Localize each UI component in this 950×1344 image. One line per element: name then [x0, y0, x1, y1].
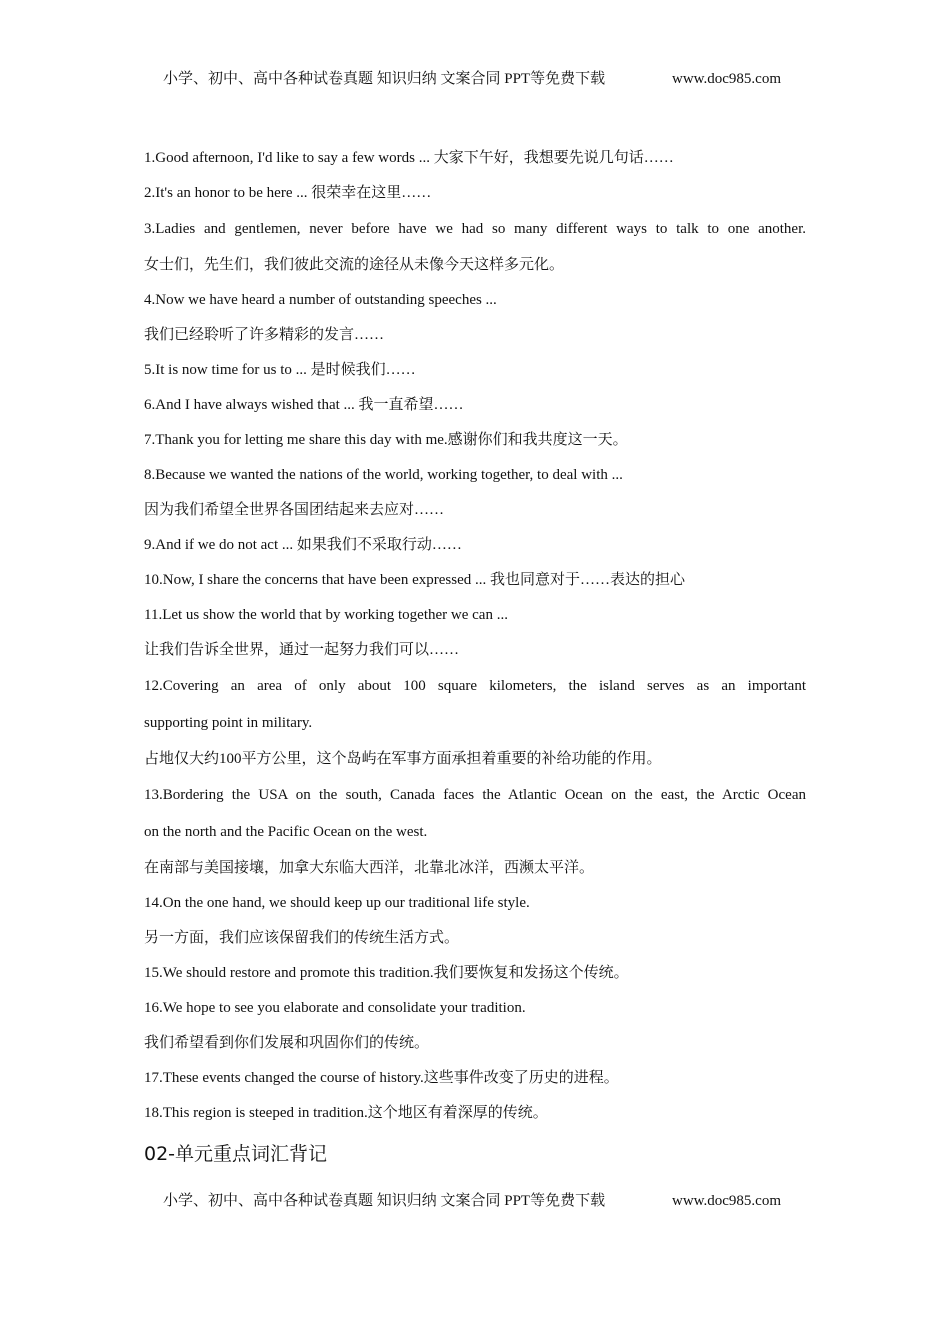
sentence-line: 5.It is now time for us to ... 是时候我们…… — [144, 362, 416, 378]
translation-line: 另一方面，我们应该保留我们的传统生活方式。 — [144, 930, 460, 946]
sentence-line: 3.Ladies and gentlemen, never before have we had so many different ways to talk to one another. — [144, 221, 806, 237]
sentence-line: 16.We hope to see you elaborate and consolidate your tradition. — [144, 1000, 526, 1016]
sentence-line: 11.Let us show the world that by working together we can ... — [144, 607, 508, 623]
footer-text: 小学、初中、高中各种试卷真题 知识归纳 文案合同 PPT等免费下载 — [163, 1193, 606, 1209]
sentence-line: 9.And if we do not act ... 如果我们不采取行动…… — [144, 537, 462, 553]
sentence-line: 4.Now we have heard a number of outstanding speeches ... — [144, 292, 497, 308]
sentence-line-continued: on the north and the Pacific Ocean on the west. — [144, 824, 428, 840]
footer-url[interactable]: www.doc985.com — [672, 1193, 782, 1209]
translation-line: 在南部与美国接壤，加拿大东临大西洋，北靠北冰洋，西濒太平洋。 — [144, 860, 595, 876]
sentence-line: 6.And I have always wished that ... 我一直希望…… — [144, 397, 464, 413]
sentence-line: 17.These events changed the course of history.这些事件改变了历史的进程。 — [144, 1070, 619, 1086]
sentence-line: 13.Bordering the USA on the south, Canada faces the Atlantic Ocean on the east, the Arctic Ocean — [144, 787, 806, 803]
sentence-line: 7.Thank you for letting me share this day with me.感谢你们和我共度这一天。 — [144, 432, 628, 448]
sentence-line: 1.Good afternoon, I'd like to say a few words ... 大家下午好，我想要先说几句话…… — [144, 150, 674, 166]
translation-line: 让我们告诉全世界，通过一起努力我们可以…… — [144, 642, 460, 658]
section-heading: 02-单元重点词汇背记 — [144, 1143, 328, 1165]
translation-line: 我们希望看到你们发展和巩固你们的传统。 — [144, 1035, 430, 1051]
sentence-line: 12.Covering an area of only about 100 square kilometers, the island serves as an important — [144, 678, 806, 694]
sentence-line: 8.Because we wanted the nations of the world, working together, to deal with ... — [144, 467, 623, 483]
sentence-line: 18.This region is steeped in tradition.这个地区有着深厚的传统。 — [144, 1105, 548, 1121]
translation-line: 占地仅大约100平方公里，这个岛屿在军事方面承担着重要的补给功能的作用。 — [144, 751, 662, 767]
sentence-line: 14.On the one hand, we should keep up our traditional life style. — [144, 895, 530, 911]
document-body — [144, 141, 806, 1167]
translation-line: 女士们，先生们，我们彼此交流的途径从未像今天这样多元化。 — [144, 257, 565, 273]
sentence-line-continued: supporting point in military. — [144, 715, 313, 731]
translation-line: 因为我们希望全世界各国团结起来去应对…… — [144, 502, 445, 518]
sentence-line: 15.We should restore and promote this tradition.我们要恢复和发扬这个传统。 — [144, 965, 629, 981]
header-text: 小学、初中、高中各种试卷真题 知识归纳 文案合同 PPT等免费下载 — [163, 71, 606, 87]
translation-line: 我们已经聆听了许多精彩的发言…… — [144, 327, 385, 343]
header-url[interactable]: www.doc985.com — [672, 71, 782, 87]
sentence-line: 10.Now, I share the concerns that have been expressed ... 我也同意对于……表达的担心 — [144, 572, 685, 588]
sentence-line: 2.It's an honor to be here ... 很荣幸在这里…… — [144, 185, 432, 201]
